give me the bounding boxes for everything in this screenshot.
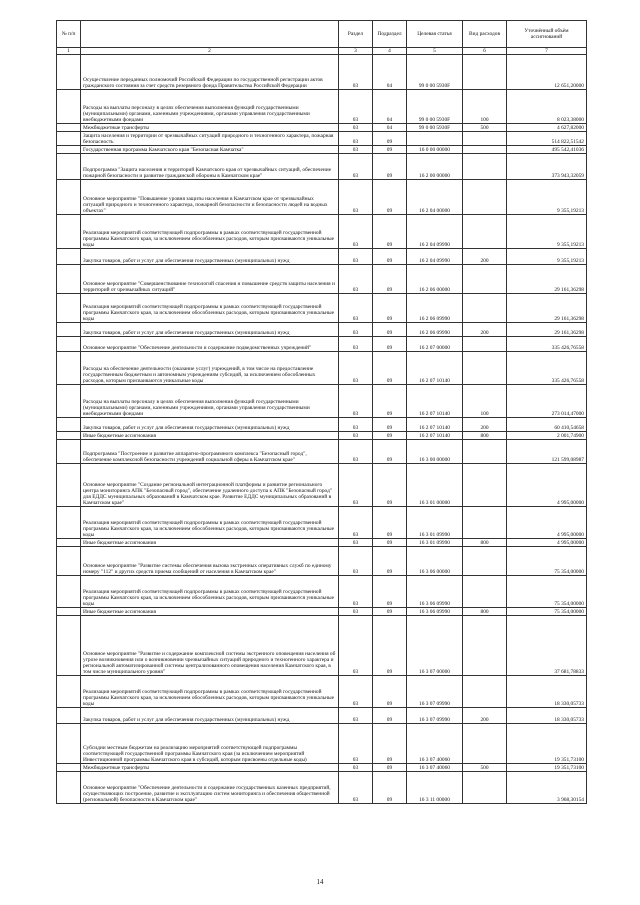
cell-subsection: 09 — [373, 352, 407, 385]
table-row — [57, 154, 587, 180]
cell-section: 03 — [339, 90, 373, 124]
cell-amount: 335 426,76558 — [507, 352, 587, 385]
cell-num — [57, 539, 81, 547]
cell-subsection: 09 — [373, 323, 407, 337]
cell-amount: 9 355,19213 — [507, 249, 587, 265]
cell-subsection: 09 — [373, 146, 407, 154]
cell-section: 03 — [339, 55, 373, 90]
column-number: 3 — [339, 48, 373, 55]
cell-target: 16 2 06 09990 — [407, 323, 463, 337]
cell-exptype — [463, 772, 507, 804]
cell-name: Подпрограмма "Защита населения и территорий Камчатского края от чрезвычайных ситуаций, обеспечение пожарной безопасности и развитие гражданской обороны в Камчатском крае" — [81, 154, 339, 180]
cell-amount: 9 355,19213 — [507, 180, 587, 215]
cell-target: 16 3 06 09990 — [407, 608, 463, 616]
cell-exptype — [463, 180, 507, 215]
cell-section: 03 — [339, 323, 373, 337]
cell-name: Закупка товаров, работ и услуг для обеспечения государственных (муниципальных) нужд — [81, 323, 339, 337]
column-number-row — [57, 48, 587, 55]
table-row — [57, 616, 587, 676]
page-number: 14 — [316, 878, 324, 886]
cell-num — [57, 180, 81, 215]
cell-num — [57, 616, 81, 676]
cell-num — [57, 764, 81, 772]
cell-target: 99 0 00 5930F — [407, 90, 463, 124]
cell-section: 03 — [339, 132, 373, 146]
cell-amount: 2 001,74900 — [507, 432, 587, 440]
cell-num — [57, 440, 81, 464]
cell-exptype — [463, 154, 507, 180]
cell-subsection: 09 — [373, 215, 407, 249]
cell-target: 16 3 07 00000 — [407, 616, 463, 676]
cell-name: Закупка товаров, работ и услуг для обеспечения государственных (муниципальных) нужд — [81, 418, 339, 432]
cell-subsection: 09 — [373, 576, 407, 608]
cell-target: 16 2 07 00000 — [407, 337, 463, 352]
cell-section: 03 — [339, 154, 373, 180]
table-row — [57, 576, 587, 608]
cell-exptype: 100 — [463, 385, 507, 418]
cell-num — [57, 215, 81, 249]
table-row — [57, 676, 587, 708]
table-row — [57, 124, 587, 132]
cell-target: 16 2 06 09990 — [407, 294, 463, 323]
cell-num — [57, 418, 81, 432]
cell-name: Основное мероприятие "Развитие и содержание комплексной системы экстренного оповещения населения об угрозе возникновения или о возникновении чрезвычайных ситуаций природного и техногенного характера и региональной автоматизированной системы централизованного оповещения населения Камчатского края, в том числе муниципального уровня" — [81, 616, 339, 676]
cell-amount: 19 351,73100 — [507, 764, 587, 772]
cell-amount: 18 330,05733 — [507, 708, 587, 724]
budget-table — [56, 20, 587, 804]
cell-amount: 4 995,00000 — [507, 539, 587, 547]
cell-num — [57, 55, 81, 90]
cell-num — [57, 132, 81, 146]
cell-num — [57, 432, 81, 440]
cell-target: 16 3 01 09990 — [407, 507, 463, 539]
cell-subsection: 09 — [373, 132, 407, 146]
cell-target: 16 3 06 09990 — [407, 576, 463, 608]
cell-section: 03 — [339, 294, 373, 323]
document-page — [56, 20, 586, 804]
cell-subsection: 04 — [373, 55, 407, 90]
cell-exptype — [463, 507, 507, 539]
cell-amount: 37 681,78833 — [507, 616, 587, 676]
cell-subsection: 04 — [373, 124, 407, 132]
cell-exptype — [463, 265, 507, 294]
cell-target: 16 3 11 00000 — [407, 772, 463, 804]
cell-subsection: 09 — [373, 676, 407, 708]
cell-amount: 514 822,51542 — [507, 132, 587, 146]
cell-section: 03 — [339, 539, 373, 547]
cell-name: Осуществление переданных полномочий Российской Федерации по государственной регистрации актов гражданского состояния за счет средств резервного фонда Правительства Российской Федерации — [81, 55, 339, 90]
table-row — [57, 464, 587, 507]
cell-target: 16 3 06 00000 — [407, 547, 463, 576]
cell-subsection: 09 — [373, 432, 407, 440]
cell-amount: 29 161,36298 — [507, 294, 587, 323]
cell-exptype — [463, 55, 507, 90]
cell-amount: 373 943,32059 — [507, 154, 587, 180]
cell-target: 99 0 00 5930F — [407, 124, 463, 132]
cell-exptype: 500 — [463, 124, 507, 132]
cell-name: Государственная программа Камчатского края "Безопасная Камчатка" — [81, 146, 339, 154]
cell-amount: 335 426,76558 — [507, 337, 587, 352]
cell-num — [57, 90, 81, 124]
cell-name: Иные бюджетные ассигнования — [81, 608, 339, 616]
cell-num — [57, 576, 81, 608]
cell-num — [57, 154, 81, 180]
cell-name: Межбюджетные трансферты — [81, 124, 339, 132]
col-header-section: Раздел — [339, 21, 373, 48]
cell-section: 03 — [339, 124, 373, 132]
cell-num — [57, 323, 81, 337]
cell-exptype: 800 — [463, 608, 507, 616]
cell-target: 16 3 00 00000 — [407, 440, 463, 464]
cell-subsection: 09 — [373, 294, 407, 323]
cell-name: Основное мероприятие "Совершенствование технологий спасения и повышение средств защиты населения и территорий от чрезвычайных ситуаций" — [81, 265, 339, 294]
cell-subsection: 09 — [373, 608, 407, 616]
cell-exptype — [463, 464, 507, 507]
cell-amount: 19 351,73100 — [507, 724, 587, 764]
cell-section: 03 — [339, 337, 373, 352]
cell-target: 16 2 07 10140 — [407, 385, 463, 418]
cell-num — [57, 146, 81, 154]
cell-exptype — [463, 547, 507, 576]
col-header-exptype: Вид расходов — [463, 21, 507, 48]
table-row — [57, 507, 587, 539]
cell-amount: 18 330,05733 — [507, 676, 587, 708]
table-row — [57, 440, 587, 464]
cell-subsection: 09 — [373, 616, 407, 676]
cell-amount: 29 161,36298 — [507, 265, 587, 294]
cell-subsection: 09 — [373, 464, 407, 507]
cell-num — [57, 352, 81, 385]
cell-subsection: 09 — [373, 154, 407, 180]
cell-section: 03 — [339, 676, 373, 708]
table-row — [57, 608, 587, 616]
cell-amount: 121 599,08987 — [507, 440, 587, 464]
cell-section: 03 — [339, 764, 373, 772]
cell-target: 16 3 07 09990 — [407, 676, 463, 708]
cell-amount: 9 355,19213 — [507, 215, 587, 249]
cell-section: 03 — [339, 249, 373, 265]
cell-name: Основное мероприятие "Создание региональной интеграционной платформы и развитие регионального центра мониторинга АПК "Безопасный город", обеспечение удаленного доступа к АПК "Безопасный город" для ЕДДС муниципальных образований в Камчатском крае. Развитие ЕДДС муниципальных образований в Камчатском крае" — [81, 464, 339, 507]
table-row — [57, 708, 587, 724]
cell-exptype: 800 — [463, 539, 507, 547]
cell-exptype — [463, 440, 507, 464]
col-header-name — [81, 21, 339, 48]
cell-subsection: 09 — [373, 265, 407, 294]
cell-target: 16 2 07 10140 — [407, 432, 463, 440]
table-row — [57, 547, 587, 576]
cell-target: 99 0 00 5930F — [407, 55, 463, 90]
cell-section: 03 — [339, 215, 373, 249]
cell-section: 03 — [339, 708, 373, 724]
cell-subsection: 09 — [373, 547, 407, 576]
column-number: 7 — [507, 48, 587, 55]
cell-exptype: 500 — [463, 764, 507, 772]
cell-exptype: 200 — [463, 708, 507, 724]
table-row — [57, 55, 587, 90]
cell-name: Расходы на выплаты персоналу в целях обеспечения выполнения функций государственными (муниципальными) органами, казенными учреждениями, органами управления государственными внебюджетными фондами — [81, 90, 339, 124]
cell-name: Иные бюджетные ассигнования — [81, 539, 339, 547]
cell-name: Защита населения и территории от чрезвычайных ситуаций природного и техногенного характера, пожарная безопасность — [81, 132, 339, 146]
cell-num — [57, 772, 81, 804]
cell-subsection: 09 — [373, 539, 407, 547]
cell-name: Иные бюджетные ассигнования — [81, 432, 339, 440]
cell-amount: 3 968,30154 — [507, 772, 587, 804]
table-row — [57, 352, 587, 385]
cell-name: Реализация мероприятий соответствующей подпрограммы в рамках соответствующей государственной программы Камчатского края, за исключением обособленных расходов, которым присваиваются уникальные коды — [81, 294, 339, 323]
cell-amount: 4 995,00000 — [507, 464, 587, 507]
cell-exptype: 200 — [463, 418, 507, 432]
cell-amount: 75 354,00000 — [507, 576, 587, 608]
cell-name: Подпрограмма "Построение и развитие аппаратно-программного комплекса "Безопасный город", обеспечение комплексной безопасности учреждений социальной сферы в Камчатском крае" — [81, 440, 339, 464]
table-row — [57, 432, 587, 440]
cell-subsection: 09 — [373, 385, 407, 418]
table-row — [57, 539, 587, 547]
cell-num — [57, 547, 81, 576]
cell-num — [57, 676, 81, 708]
cell-num — [57, 464, 81, 507]
cell-exptype — [463, 676, 507, 708]
table-row — [57, 265, 587, 294]
cell-section: 03 — [339, 464, 373, 507]
table-row — [57, 337, 587, 352]
cell-section: 03 — [339, 440, 373, 464]
cell-num — [57, 249, 81, 265]
table-header-row — [57, 21, 587, 48]
table-row — [57, 146, 587, 154]
cell-exptype: 100 — [463, 90, 507, 124]
table-row — [57, 249, 587, 265]
cell-subsection: 04 — [373, 90, 407, 124]
col-header-subsection: Подраздел — [373, 21, 407, 48]
cell-section: 03 — [339, 772, 373, 804]
cell-section: 03 — [339, 724, 373, 764]
cell-target: 16 3 01 09990 — [407, 539, 463, 547]
cell-num — [57, 294, 81, 323]
cell-amount: 29 161,36298 — [507, 323, 587, 337]
cell-section: 03 — [339, 616, 373, 676]
cell-name: Основное мероприятие "Повышение уровня защиты населения в Камчатском крае от чрезвычайных ситуаций природного и техногенного характера, пожарной безопасности и безопасности людей на водных объектах" — [81, 180, 339, 215]
table-row — [57, 90, 587, 124]
cell-target: 16 2 07 10140 — [407, 418, 463, 432]
cell-target: 16 3 07 40060 — [407, 764, 463, 772]
cell-target: 16 2 06 00000 — [407, 265, 463, 294]
cell-subsection: 09 — [373, 337, 407, 352]
table-row — [57, 323, 587, 337]
column-number: 4 — [373, 48, 407, 55]
cell-section: 03 — [339, 507, 373, 539]
cell-amount: 273 014,47000 — [507, 385, 587, 418]
cell-section: 03 — [339, 608, 373, 616]
col-header-num: № п/п — [57, 21, 81, 48]
table-row — [57, 724, 587, 764]
cell-name: Субсидии местным бюджетам на реализацию мероприятий соответствующей подпрограммы соответствующей государственной программы Камчатского края (за исключением мероприятий Инвестиционной программы Камчатского края в субсидий, которым присвоены отдельные коды) — [81, 724, 339, 764]
table-row — [57, 772, 587, 804]
cell-subsection: 09 — [373, 180, 407, 215]
cell-name: Основное мероприятие "Обеспечение деятельности и содержание подведомственных учреждений" — [81, 337, 339, 352]
cell-name: Закупка товаров, работ и услуг для обеспечения государственных (муниципальных) нужд — [81, 249, 339, 265]
cell-amount: 75 354,00000 — [507, 608, 587, 616]
cell-amount: 8 023,38000 — [507, 90, 587, 124]
cell-section: 03 — [339, 352, 373, 385]
cell-target: 16 2 07 10140 — [407, 352, 463, 385]
cell-section: 03 — [339, 146, 373, 154]
cell-target: 16 2 04 00000 — [407, 180, 463, 215]
cell-subsection: 09 — [373, 772, 407, 804]
cell-exptype — [463, 215, 507, 249]
table-row — [57, 215, 587, 249]
column-number: 1 — [57, 48, 81, 55]
cell-section: 03 — [339, 265, 373, 294]
column-number: 2 — [81, 48, 339, 55]
cell-target — [407, 132, 463, 146]
cell-name: Реализация мероприятий соответствующей подпрограммы в рамках соответствующей государственной программы Камчатского края, за исключением обособленных расходов, которым присваиваются уникальные коды — [81, 507, 339, 539]
cell-exptype — [463, 294, 507, 323]
cell-name: Расходы на обеспечение деятельности (оказание услуг) учреждений, в том числе на предоставление государственным бюджетным и автономным учреждениям субсидий, за исключением обособленных расходов, которым присваиваются уникальные коды — [81, 352, 339, 385]
cell-target: 16 3 07 40060 — [407, 724, 463, 764]
cell-target: 16 3 01 00000 — [407, 464, 463, 507]
cell-num — [57, 385, 81, 418]
cell-exptype — [463, 132, 507, 146]
cell-subsection: 09 — [373, 418, 407, 432]
table-row — [57, 385, 587, 418]
cell-target: 16 0 00 00000 — [407, 146, 463, 154]
cell-name: Основное мероприятие "Обеспечение деятельности и содержание государственных казенных предприятий, осуществляющих построение, развитие и эксплуатацию систем мониторинга и обеспечения общественной (региональной) безопасности в Камчатском крае" — [81, 772, 339, 804]
cell-section: 03 — [339, 576, 373, 608]
col-header-amount: Уточнённый объём ассигнований — [507, 21, 587, 48]
table-row — [57, 764, 587, 772]
table-row — [57, 132, 587, 146]
cell-amount: 60 410,54658 — [507, 418, 587, 432]
cell-exptype — [463, 576, 507, 608]
col-header-target: Целевая статья — [407, 21, 463, 48]
cell-amount: 12 651,20000 — [507, 55, 587, 90]
cell-amount: 4 627,82000 — [507, 124, 587, 132]
cell-exptype: 200 — [463, 323, 507, 337]
column-number: 6 — [463, 48, 507, 55]
column-number: 5 — [407, 48, 463, 55]
cell-name: Реализация мероприятий соответствующей подпрограммы в рамках соответствующей государственной программы Камчатского края, за исключением обособленных расходов, которым присваиваются уникальные коды — [81, 676, 339, 708]
cell-name: Реализация мероприятий соответствующей подпрограммы в рамках соответствующей государственной программы Камчатского края, за исключением обособленных расходов, которым присваиваются уникальные коды — [81, 215, 339, 249]
cell-target: 16 3 07 09990 — [407, 708, 463, 724]
cell-num — [57, 724, 81, 764]
cell-num — [57, 124, 81, 132]
cell-section: 03 — [339, 385, 373, 418]
table-row — [57, 180, 587, 215]
cell-exptype — [463, 724, 507, 764]
cell-amount: 4 995,00000 — [507, 507, 587, 539]
cell-subsection: 09 — [373, 249, 407, 265]
cell-subsection: 09 — [373, 764, 407, 772]
cell-name: Основное мероприятие "Развитие системы обеспечения вызова экстренных оперативных служб по единому номеру "112" и других средств приема сообщений от населения в Камчатском крае" — [81, 547, 339, 576]
cell-num — [57, 507, 81, 539]
cell-target: 16 2 04 09990 — [407, 249, 463, 265]
cell-name: Расходы на выплаты персоналу в целях обеспечения выполнения функций государственными (муниципальными) органами, казенными учреждениями, органами управления государственными внебюджетными фондами — [81, 385, 339, 418]
cell-exptype: 200 — [463, 249, 507, 265]
cell-subsection: 09 — [373, 708, 407, 724]
cell-section: 03 — [339, 418, 373, 432]
cell-num — [57, 708, 81, 724]
cell-num — [57, 265, 81, 294]
cell-amount: 495 542,41036 — [507, 146, 587, 154]
table-body — [57, 55, 587, 804]
cell-name: Реализация мероприятий соответствующей подпрограммы в рамках соответствующей государственной программы Камчатского края, за исключением обособленных расходов, которым присваиваются уникальные коды — [81, 576, 339, 608]
cell-subsection: 09 — [373, 507, 407, 539]
cell-subsection: 09 — [373, 724, 407, 764]
cell-subsection: 09 — [373, 440, 407, 464]
cell-section: 03 — [339, 180, 373, 215]
cell-num — [57, 337, 81, 352]
cell-section: 03 — [339, 432, 373, 440]
table-row — [57, 418, 587, 432]
cell-exptype: 800 — [463, 432, 507, 440]
cell-name: Закупка товаров, работ и услуг для обеспечения государственных (муниципальных) нужд — [81, 708, 339, 724]
cell-num — [57, 608, 81, 616]
cell-section: 03 — [339, 547, 373, 576]
table-row — [57, 294, 587, 323]
cell-exptype — [463, 352, 507, 385]
cell-target: 16 2 00 00000 — [407, 154, 463, 180]
cell-amount: 75 354,00000 — [507, 547, 587, 576]
cell-target: 16 2 04 09990 — [407, 215, 463, 249]
cell-exptype — [463, 146, 507, 154]
cell-name: Межбюджетные трансферты — [81, 764, 339, 772]
cell-exptype — [463, 616, 507, 676]
cell-exptype — [463, 337, 507, 352]
